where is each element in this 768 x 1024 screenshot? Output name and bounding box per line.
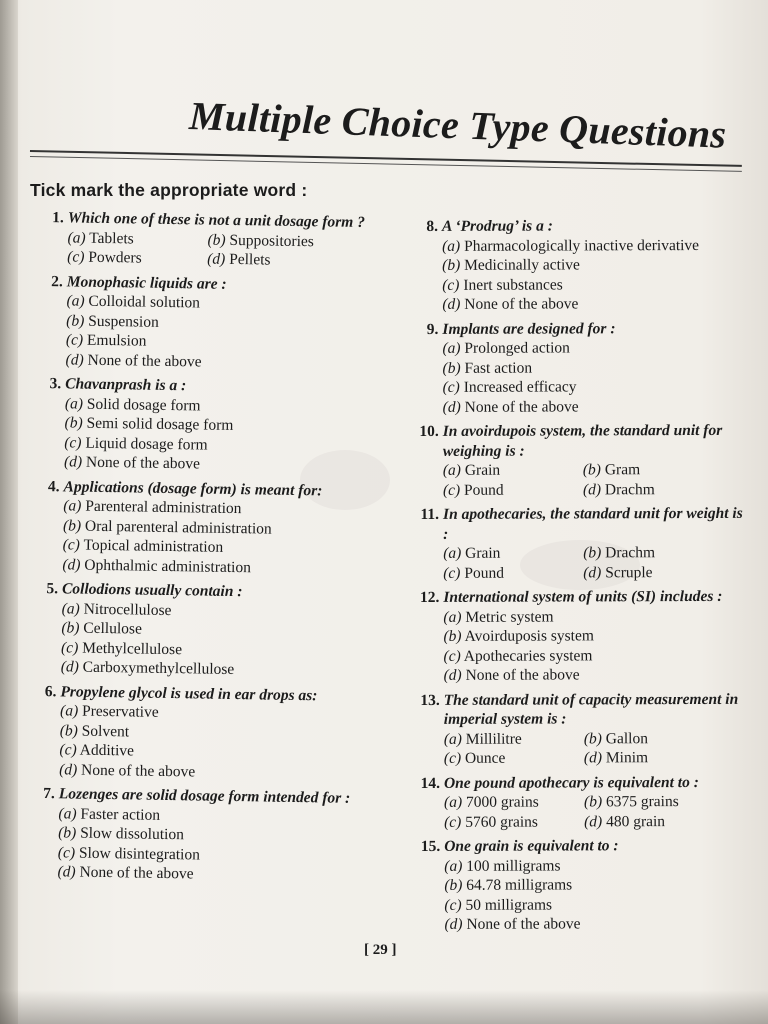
option-label: (b): [58, 824, 77, 842]
option-label: (d): [583, 563, 602, 581]
option-text: Pound: [464, 564, 504, 582]
question-number: 14.: [420, 774, 441, 792]
option-label: (c): [443, 647, 461, 665]
option-label: (a): [59, 702, 79, 720]
question-text: Which one of these is not a unit dosage form ?: [67, 209, 366, 232]
answer-option[interactable]: [583, 562, 748, 582]
option-text: Drachm: [605, 544, 656, 562]
option-text: None of the above: [464, 295, 579, 313]
option-text: None of the above: [466, 915, 581, 933]
option-text: Additive: [79, 741, 135, 760]
option-text: Inert substances: [463, 275, 563, 294]
option-label: (c): [65, 331, 84, 349]
answer-option[interactable]: [444, 792, 584, 812]
answer-option[interactable]: [443, 480, 583, 500]
option-text: Pellets: [229, 250, 271, 269]
option-label: (a): [444, 857, 463, 875]
question-item: [43, 208, 389, 272]
option-label: (a): [67, 228, 86, 247]
option-text: Prolonged action: [464, 339, 570, 357]
option-text: Parenteral administration: [85, 497, 242, 518]
option-label: (a): [444, 793, 463, 811]
option-label: (c): [67, 248, 85, 266]
options-list: [412, 235, 747, 314]
option-label: (c): [444, 896, 462, 914]
question-number: 12.: [419, 588, 440, 606]
question-stem: [414, 836, 749, 857]
option-label: (b): [66, 311, 85, 330]
option-text: None of the above: [465, 666, 580, 684]
option-label: (a): [442, 237, 461, 255]
answer-option[interactable]: [443, 377, 748, 398]
question-text: Chavanprash is a :: [65, 375, 187, 395]
answer-option[interactable]: [584, 748, 749, 768]
option-label: (a): [61, 599, 80, 618]
option-label: (b): [582, 461, 601, 479]
option-label: (b): [584, 793, 603, 811]
question-stem: [412, 216, 747, 237]
option-text: Suppositories: [229, 231, 315, 250]
answer-option[interactable]: [443, 626, 748, 647]
answer-option[interactable]: [583, 479, 748, 499]
answer-option[interactable]: [442, 255, 747, 276]
answer-option[interactable]: [444, 894, 749, 915]
options-list: [414, 792, 749, 832]
options-list: [37, 598, 383, 681]
left-column: [33, 208, 389, 892]
options-list: [35, 701, 381, 784]
option-label: (b): [583, 544, 602, 562]
answer-option[interactable]: [64, 452, 385, 477]
option-label: (c): [442, 481, 461, 499]
question-item: [414, 772, 749, 832]
option-label: (a): [443, 608, 462, 626]
answer-option[interactable]: [443, 563, 583, 583]
option-label: (d): [444, 915, 463, 933]
option-label: (d): [442, 295, 461, 313]
option-text: Preservative: [81, 702, 159, 721]
option-label: (b): [442, 359, 461, 377]
question-text: The standard unit of capacity measurement in imperial system is :: [443, 690, 739, 728]
question-text: A ‘Prodrug’ is a :: [442, 217, 553, 235]
option-text: Apothecaries system: [463, 646, 593, 665]
question-text: Applications (dosage form) is meant for:: [63, 477, 323, 499]
answer-option[interactable]: [443, 543, 583, 563]
answer-option[interactable]: [443, 460, 583, 480]
option-text: 5760 grains: [465, 813, 538, 831]
answer-option[interactable]: [444, 914, 749, 935]
answer-option[interactable]: [442, 294, 747, 315]
option-text: Oral parenteral administration: [84, 517, 272, 538]
option-label: (b): [207, 231, 226, 249]
options-list: [43, 227, 389, 271]
option-label: (d): [443, 666, 462, 684]
question-item: [38, 476, 384, 579]
option-label: (c): [442, 276, 460, 294]
option-text: Slow dissolution: [80, 824, 185, 844]
answer-option[interactable]: [444, 855, 749, 876]
option-text: 50 milligrams: [465, 896, 553, 914]
answer-option[interactable]: [57, 862, 378, 887]
question-text: International system of units (SI) includes :: [443, 587, 723, 606]
option-text: Avoirduposis system: [464, 627, 594, 645]
question-item: [414, 836, 749, 935]
answer-option[interactable]: [444, 875, 749, 896]
question-text: In avoirdupois system, the standard unit for weighing is :: [442, 421, 723, 460]
answer-option[interactable]: [65, 350, 386, 375]
option-text: Faster action: [80, 805, 161, 824]
answer-option[interactable]: [443, 396, 748, 417]
option-label: (a): [443, 544, 462, 562]
option-label: (a): [442, 461, 461, 479]
answer-option[interactable]: [442, 338, 747, 359]
option-label: (b): [583, 729, 602, 747]
option-text: Minim: [605, 749, 649, 767]
option-label: (d): [207, 250, 226, 268]
option-label: (b): [443, 627, 462, 645]
option-label: (c): [64, 433, 82, 452]
question-number: 1.: [52, 209, 64, 227]
option-text: Emulsion: [86, 331, 147, 350]
option-text: Pound: [464, 481, 504, 499]
question-item: [41, 271, 387, 374]
option-text: Fast action: [464, 359, 533, 377]
question-stem: [414, 689, 749, 729]
option-text: 64.78 milligrams: [466, 876, 573, 894]
option-label: (b): [59, 721, 79, 740]
book-spine: [0, 0, 18, 1024]
option-label: (c): [443, 564, 461, 582]
option-text: Pharmacologically inactive derivative: [464, 236, 700, 255]
option-text: Methylcellulose: [82, 639, 183, 658]
answer-option[interactable]: [442, 274, 747, 295]
answer-option[interactable]: [584, 811, 749, 831]
option-text: None of the above: [79, 863, 194, 883]
options-list: [40, 393, 386, 476]
option-text: 100 milligrams: [466, 856, 561, 875]
options-list: [413, 606, 748, 685]
question-number: 9.: [426, 320, 439, 338]
option-text: Cellulose: [83, 619, 143, 638]
option-text: 480 grain: [606, 812, 666, 830]
question-number: 4.: [47, 477, 60, 495]
option-label: (a): [58, 804, 77, 823]
question-item: [413, 504, 748, 583]
option-text: Increased efficacy: [463, 378, 577, 396]
question-number: 5.: [46, 580, 59, 598]
options-list: [413, 460, 748, 500]
option-text: Grain: [465, 544, 501, 562]
question-text: One pound apothecary is equivalent to :: [443, 773, 699, 792]
answer-option[interactable]: [583, 543, 748, 563]
answer-option[interactable]: [444, 665, 749, 686]
instruction-text: Tick mark the appropriate word :: [30, 180, 308, 200]
option-text: Semi solid dosage form: [86, 414, 234, 435]
answer-option[interactable]: [444, 748, 584, 768]
question-text: One grain is equivalent to :: [444, 837, 619, 855]
answer-option[interactable]: [443, 606, 748, 627]
question-item: [33, 784, 379, 887]
question-item: [412, 216, 747, 315]
option-text: Colloidal solution: [88, 292, 201, 312]
right-column: [412, 216, 750, 940]
option-text: Ounce: [464, 749, 506, 767]
question-number: 6.: [44, 682, 57, 700]
question-item: [413, 421, 748, 500]
options-list: [33, 803, 379, 886]
option-text: 7000 grains: [465, 793, 539, 811]
option-label: (d): [583, 749, 602, 767]
option-label: (d): [63, 453, 83, 471]
question-text: Collodions usually contain :: [61, 580, 243, 601]
option-text: Suspension: [88, 312, 159, 331]
option-label: (d): [59, 760, 78, 779]
answer-option[interactable]: [207, 250, 388, 272]
option-label: (d): [584, 812, 603, 830]
question-text: Propylene glycol is used in ear drops as:: [60, 682, 318, 704]
option-label: (c): [62, 536, 81, 554]
option-label: (b): [444, 876, 463, 894]
option-text: Drachm: [604, 480, 655, 498]
page-number: [ 29 ]: [364, 942, 397, 958]
option-text: Liquid dosage form: [85, 434, 208, 454]
option-label: (d): [582, 480, 602, 498]
answer-option[interactable]: [584, 728, 749, 748]
option-text: Slow disintegration: [78, 844, 201, 864]
question-stem: [413, 421, 748, 461]
option-label: (a): [66, 292, 85, 310]
option-label: (a): [443, 730, 462, 748]
answer-option[interactable]: [59, 760, 380, 785]
option-label: (d): [65, 350, 84, 369]
option-text: Scruple: [605, 563, 653, 581]
question-number: 7.: [43, 785, 55, 803]
answer-option[interactable]: [583, 460, 748, 480]
option-text: Medicinally active: [464, 256, 580, 274]
options-list: [414, 855, 749, 934]
answer-option[interactable]: [442, 357, 747, 378]
answer-option[interactable]: [443, 645, 748, 666]
answer-option[interactable]: [444, 729, 584, 749]
option-text: Topical administration: [83, 536, 224, 556]
question-text: Implants are designed for :: [442, 319, 616, 338]
option-label: (b): [442, 256, 461, 274]
option-label: (c): [444, 813, 462, 831]
question-number: 13.: [420, 691, 440, 709]
question-number: 15.: [420, 837, 441, 855]
option-label: (c): [442, 378, 460, 396]
option-text: Tablets: [89, 229, 134, 247]
answer-option[interactable]: [442, 235, 747, 256]
option-text: Gram: [604, 461, 641, 479]
question-item: [413, 587, 748, 686]
option-label: (b): [62, 516, 82, 535]
option-text: Powders: [88, 248, 142, 267]
option-text: 6375 grains: [605, 793, 679, 811]
question-item: [37, 579, 383, 682]
answer-option[interactable]: [61, 657, 382, 682]
options-list: [412, 338, 747, 417]
question-text: In apothecaries, the standard unit for weight is :: [443, 504, 743, 543]
answer-option[interactable]: [444, 812, 584, 832]
question-item: [412, 318, 747, 417]
answer-option[interactable]: [584, 792, 749, 812]
option-label: (b): [61, 619, 80, 637]
option-label: (d): [57, 863, 76, 881]
question-stem: [413, 504, 748, 544]
option-label: (d): [60, 658, 80, 676]
options-list: [41, 291, 387, 374]
option-text: Solid dosage form: [86, 395, 201, 414]
option-label: (a): [442, 339, 461, 357]
question-number: 10.: [419, 422, 439, 440]
option-text: Gallon: [605, 729, 648, 747]
question-stem: [413, 587, 748, 608]
option-label: (c): [443, 749, 462, 767]
option-label: (b): [64, 414, 83, 432]
question-item: [414, 689, 749, 768]
option-text: Millilitre: [465, 730, 522, 748]
option-text: Nitrocellulose: [83, 600, 172, 619]
question-number: 11.: [420, 505, 440, 523]
page-edge-shadow: [0, 990, 768, 1024]
options-list: [413, 543, 748, 583]
option-label: (c): [60, 638, 79, 657]
answer-option[interactable]: [67, 228, 207, 250]
option-text: Ophthalmic administration: [84, 556, 252, 576]
question-number: 8.: [426, 217, 439, 235]
question-item: [35, 681, 381, 784]
option-text: Carboxymethylcellulose: [82, 658, 235, 679]
option-text: Grain: [464, 461, 501, 479]
option-label: (a): [63, 497, 82, 515]
option-text: None of the above: [81, 761, 196, 780]
option-text: None of the above: [464, 397, 579, 416]
option-label: (c): [59, 741, 77, 759]
question-item: [40, 374, 386, 477]
page-title: Multiple Choice Type Questions: [188, 92, 728, 157]
question-text: Lozenges are solid dosage form intended for :: [58, 785, 351, 807]
option-label: (c): [57, 843, 76, 862]
options-list: [414, 728, 749, 768]
question-stem: [414, 772, 749, 793]
answer-option[interactable]: [62, 555, 383, 580]
answer-option[interactable]: [67, 247, 207, 269]
option-label: (d): [62, 555, 81, 574]
option-text: Metric system: [465, 608, 554, 626]
question-text: Monophasic liquids are :: [66, 272, 227, 293]
question-number: 2.: [51, 272, 63, 290]
option-text: None of the above: [87, 351, 202, 370]
question-stem: [412, 318, 747, 339]
option-label: (d): [442, 398, 461, 416]
option-text: None of the above: [85, 453, 201, 473]
option-label: (a): [64, 394, 84, 413]
options-list: [38, 496, 384, 579]
question-number: 3.: [49, 375, 62, 393]
option-text: Solvent: [81, 722, 130, 740]
